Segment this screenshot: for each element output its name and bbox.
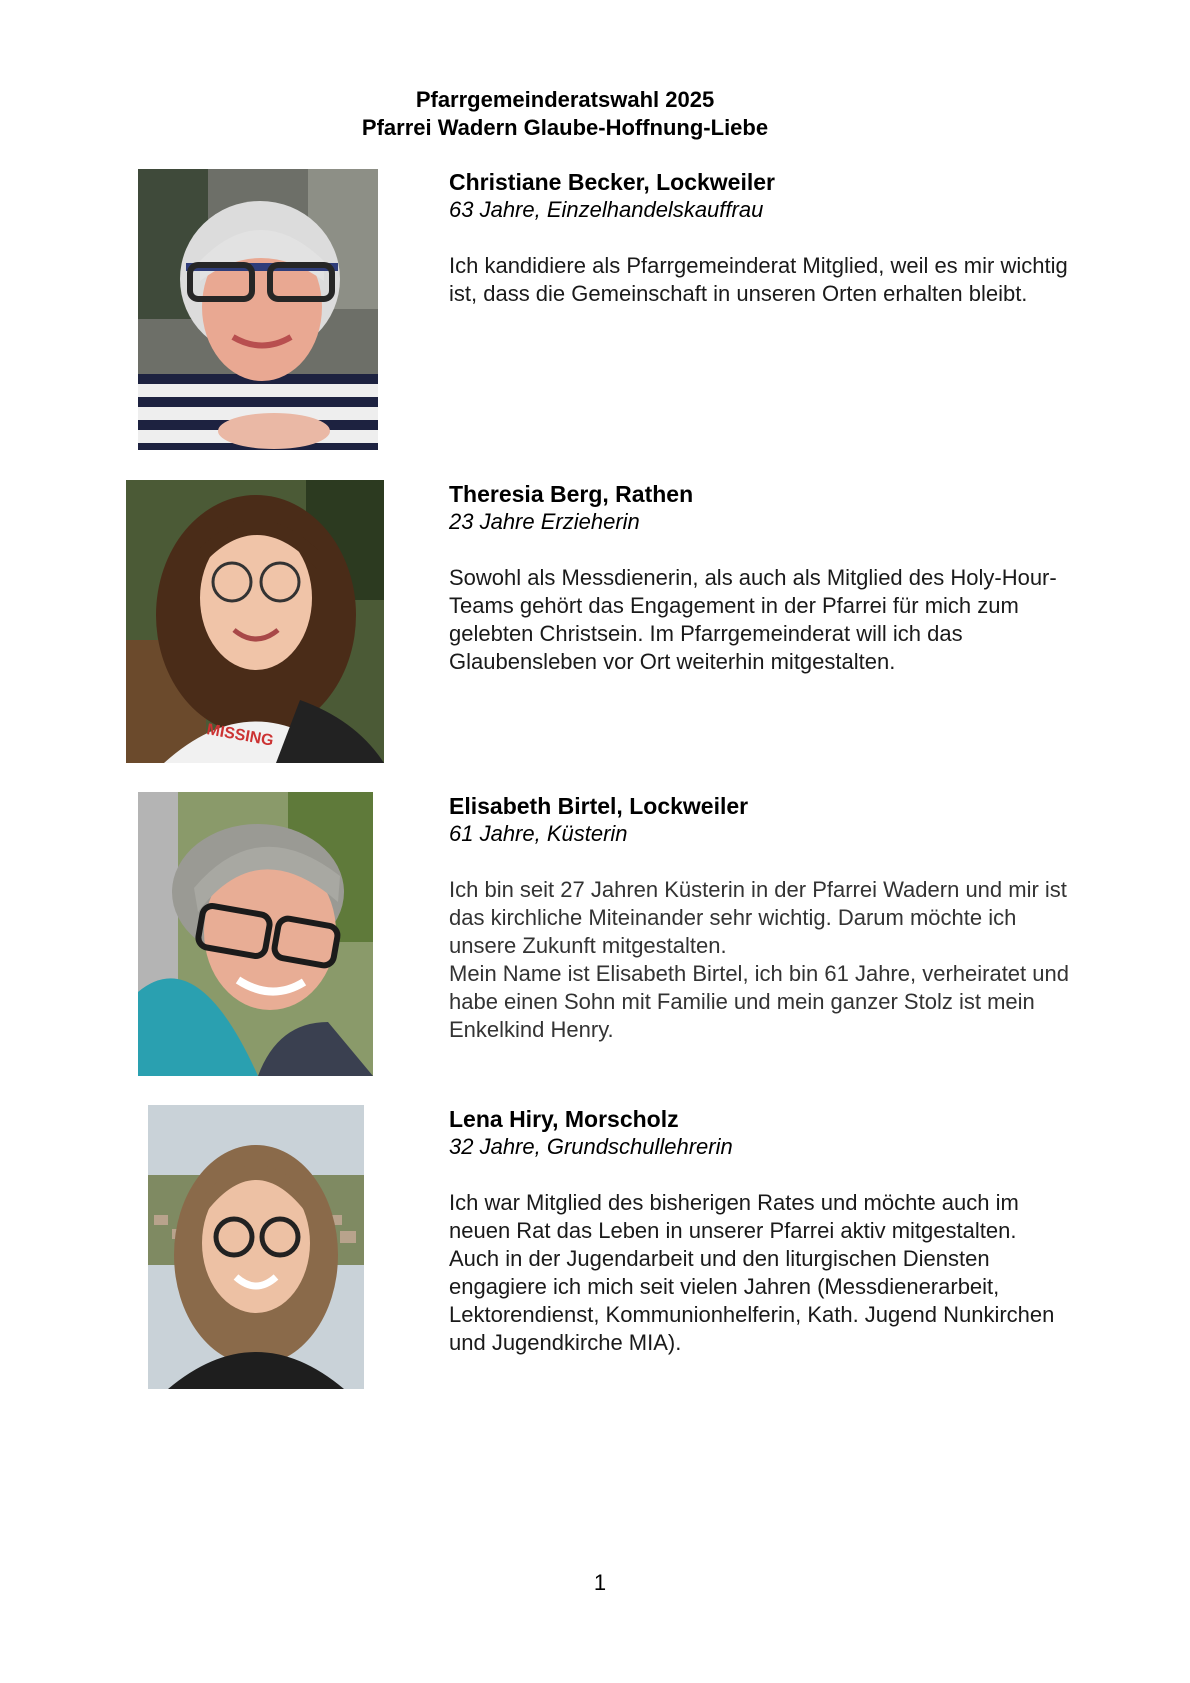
parish-name: Pfarrei Wadern Glaube-Hoffnung-Liebe: [361, 115, 769, 140]
candidate-name: Theresia Berg, Rathen: [449, 481, 694, 507]
statement-paragraph: Sowohl als Messdienerin, als auch als Mitglied des Holy-Hour-Teams gehört das Engagement in der Pfarrei für mich zum gelebten Christsein. Im Pfarrgemeinderat will ich das Glaubensleben vor Ort weiterhin mitgestalten.: [449, 565, 1057, 674]
document-header: [0, 86, 1130, 142]
candidate-statement: [449, 1189, 1069, 1357]
candidate-photo-lena-hiry: [148, 1105, 364, 1389]
candidate-statement: [449, 252, 1069, 308]
statement-paragraph: Ich bin seit 27 Jahren Küsterin in der Pfarrei Wadern und mir ist das kirchliche Miteinander sehr wichtig. Darum möchte ich unsere Zukunft mitgestalten.: [449, 877, 1067, 958]
candidate-age-occupation: 61 Jahre, Küsterin: [449, 821, 628, 846]
statement-paragraph: Mein Name ist Elisabeth Birtel, ich bin 61 Jahre, verheiratet und habe einen Sohn mit Familie und mein ganzer Stolz ist mein Enkelkind Henry.: [449, 961, 1069, 1042]
candidate-name: Lena Hiry, Morscholz: [449, 1106, 679, 1132]
page-number: 1: [593, 1570, 607, 1595]
candidate-age-occupation: 23 Jahre Erzieherin: [449, 509, 640, 534]
candidate-age-occupation: 32 Jahre, Grundschullehrerin: [449, 1134, 733, 1159]
candidate-name: Elisabeth Birtel, Lockweiler: [449, 793, 749, 819]
candidate-entry: [449, 792, 1069, 1044]
candidate-photo-elisabeth-birtel: [138, 792, 373, 1076]
candidate-photo-christiane-becker: [138, 169, 378, 450]
candidate-name: Christiane Becker, Lockweiler: [449, 169, 775, 195]
candidate-photo-theresia-berg: [126, 480, 384, 763]
candidate-statement: [449, 876, 1069, 1044]
document-title: Pfarrgemeinderatswahl 2025: [415, 87, 715, 112]
candidate-entry: [449, 168, 1069, 308]
candidate-age-occupation: 63 Jahre, Einzelhandelskauffrau: [449, 197, 764, 222]
candidate-statement: [449, 564, 1069, 676]
candidate-entry: [449, 480, 1069, 676]
statement-paragraph: Ich war Mitglied des bisherigen Rates und möchte auch im neuen Rat das Leben in unserer Pfarrei aktiv mitgestalten.: [449, 1190, 1019, 1243]
statement-paragraph: Auch in der Jugendarbeit und den liturgischen Diensten engagiere ich mich seit vielen Jahren (Messdienerarbeit, Lektorendienst, Kommunionhelferin, Kath. Jugend Nunkirchen und Jugendkirche MIA).: [449, 1246, 1055, 1355]
statement-paragraph: Ich kandidiere als Pfarrgemeinderat Mitglied, weil es mir wichtig ist, dass die Gemeinschaft in unseren Orten erhalten bleibt.: [449, 253, 1068, 306]
shirt-print: MISSING: [205, 721, 275, 750]
candidate-entry: [449, 1105, 1069, 1357]
